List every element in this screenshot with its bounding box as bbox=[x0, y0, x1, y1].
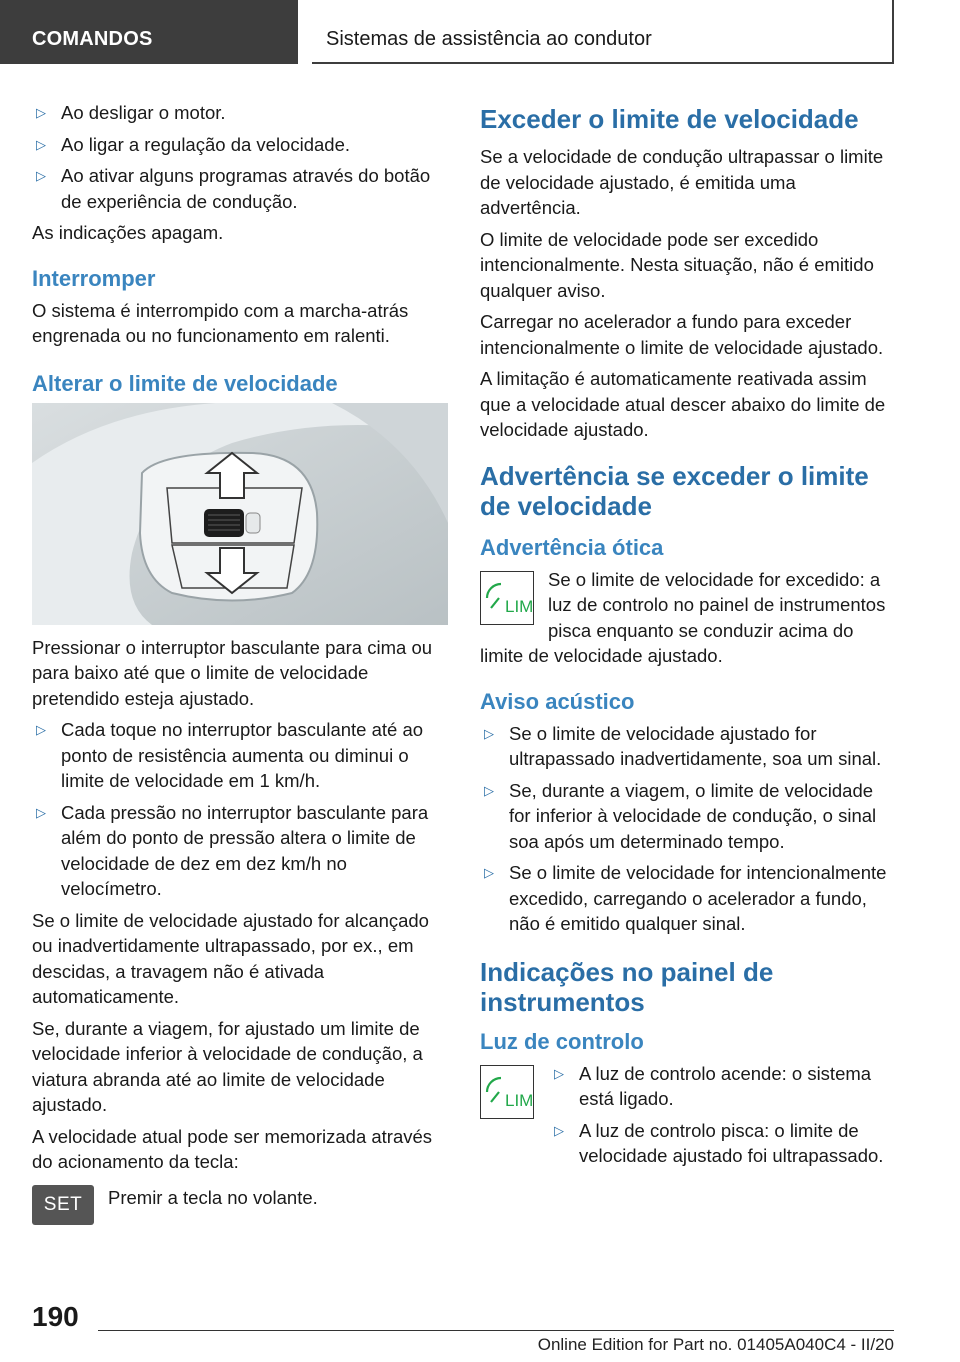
list-item bbox=[32, 800, 448, 902]
header-chapter-box bbox=[312, 0, 894, 64]
list-item bbox=[480, 860, 896, 937]
steering-wheel-rocker-switch-photo bbox=[32, 403, 448, 625]
list-item-text: Cada pressão no interruptor basculante para além do ponto de pressão altera o limite de velocidade de dez em dez km/h no velocímetro. bbox=[61, 801, 429, 899]
list-item-text: Se o limite de velocidade for intencionalmente excedido, carregando o acelerador a fundo, não é emitido qualquer sinal. bbox=[509, 862, 887, 934]
heading-acustico: Aviso acústico bbox=[480, 688, 635, 714]
bullet-marker-icon: ▷ bbox=[554, 1122, 564, 1138]
set-button-icon: SET bbox=[32, 1185, 94, 1225]
list-item bbox=[32, 132, 448, 158]
otica-block bbox=[480, 567, 896, 669]
bullet-marker-icon: ▷ bbox=[36, 136, 46, 152]
heading-indicacoes: Indicações no painel de instrumentos bbox=[480, 956, 774, 1017]
heading-alterar: Alterar o limite de velocidade bbox=[32, 370, 338, 396]
luz-block bbox=[480, 1061, 896, 1175]
bullet-marker-icon: ▷ bbox=[36, 105, 46, 120]
list-item bbox=[32, 717, 448, 794]
list-item-text: Se, durante a viagem, o limite de velocidade for inferior à velocidade de condução, o sinal soa após um determinado tempo. bbox=[509, 779, 877, 852]
paragraph-premir: Premir a tecla no volante. bbox=[108, 1186, 318, 1208]
paragraph-exceder-1: Se a velocidade de condução ultrapassar o limite de velocidade ajustado, é emitida uma advertência. bbox=[480, 146, 884, 218]
header-section-tab bbox=[0, 0, 298, 64]
list-item-text: Ao ativar alguns programas através do botão de experiência de condução. bbox=[61, 165, 431, 212]
list-item bbox=[480, 778, 896, 855]
paragraph-exceed: Se o limite de velocidade ajustado for alcançado ou inadvertidamente ultrapassado, por ex., em descidas, a travagem não é ativada automaticamente. bbox=[32, 909, 429, 1007]
paragraph-interromper: O sistema é interrompido com a marcha-atrás engrenada ou no funcionamento em ralenti. bbox=[32, 299, 409, 346]
list-item-text: Se o limite de velocidade ajustado for ultrapassado inadvertidamente, soa um sinal. bbox=[509, 722, 882, 769]
left-column bbox=[32, 100, 448, 1229]
list-item-text: Ao ligar a regulação da velocidade. bbox=[61, 133, 350, 155]
paragraph-exceder-3: Carregar no acelerador a fundo para exceder intencionalmente o limite de velocidade ajustado. bbox=[480, 311, 884, 358]
bullet-marker-icon: ▷ bbox=[484, 865, 494, 880]
lim-indicator-icon bbox=[480, 571, 534, 625]
bullet-marker-icon: ▷ bbox=[36, 722, 46, 737]
bullet-marker-icon: ▷ bbox=[36, 804, 46, 820]
paragraph-press: Pressionar o interruptor basculante para cima ou para baixo até que o limite de velocidade pretendido esteja ajustado. bbox=[32, 636, 433, 709]
footer-divider bbox=[98, 1330, 894, 1331]
bullet-marker-icon: ▷ bbox=[484, 782, 494, 798]
list-item-text: Cada toque no interruptor basculante até ao ponto de resistência aumenta ou diminui o limite de velocidade em 1 km/h. bbox=[61, 719, 424, 791]
header-chapter-label: Sistemas de assistência ao condutor bbox=[326, 28, 652, 50]
bullet-marker-icon: ▷ bbox=[36, 168, 46, 183]
list-item bbox=[32, 163, 448, 214]
bullet-marker-icon: ▷ bbox=[484, 725, 494, 741]
heading-luz: Luz de controlo bbox=[480, 1028, 644, 1054]
list-item-text: Ao desligar o motor. bbox=[61, 102, 226, 123]
list-item-text: A luz de controlo pisca: o limite de velocidade ajustado foi ultrapassado. bbox=[579, 1119, 884, 1166]
lim-label: LIM bbox=[505, 1090, 534, 1110]
paragraph-indications: As indicações apagam. bbox=[32, 222, 224, 243]
list-item bbox=[550, 1061, 896, 1112]
paragraph-exceder-2: O limite de velocidade pode ser excedido intencionalmente. Nesta situação, não é emitido qualquer aviso. bbox=[480, 228, 874, 301]
lim-indicator-icon bbox=[480, 1065, 534, 1119]
bullet-marker-icon: ▷ bbox=[554, 1065, 564, 1081]
page-number: 190 bbox=[32, 1301, 79, 1332]
heading-interromper: Interromper bbox=[32, 265, 156, 291]
list-item bbox=[550, 1118, 896, 1169]
paragraph-exceder-4: A limitação é automaticamente reativada assim que a velocidade atual descer abaixo do limite de velocidade ajustado. bbox=[480, 368, 886, 440]
heading-otica: Advertência ótica bbox=[480, 534, 664, 560]
right-column bbox=[480, 100, 896, 1175]
lim-label: LIM bbox=[505, 596, 534, 616]
set-instruction bbox=[32, 1181, 448, 1215]
list-item bbox=[480, 721, 896, 772]
paragraph-viagem: Se, durante a viagem, for ajustado um limite de velocidade inferior à velocidade de condução, a viatura abranda até ao limite de velocidade ajustado. bbox=[32, 1017, 423, 1115]
paragraph-memo: A velocidade atual pode ser memorizada através do acionamento da tecla: bbox=[32, 1125, 433, 1172]
list-item bbox=[32, 100, 448, 126]
paragraph-otica: Se o limite de velocidade for excedido: a luz de controlo no painel de instrumentos pisca enquanto se conduzir acima do limite de velocidade ajustado. bbox=[480, 568, 886, 666]
heading-exceder: Exceder o limite de velocidade bbox=[480, 104, 859, 134]
header-section-label: COMANDOS bbox=[32, 28, 153, 50]
heading-advertencia: Advertência se exceder o limite de velocidade bbox=[480, 460, 869, 521]
list-item-text: A luz de controlo acende: o sistema está ligado. bbox=[579, 1062, 872, 1109]
footer-edition: Online Edition for Part no. 01405A040C4 - II/20 bbox=[537, 1335, 894, 1354]
